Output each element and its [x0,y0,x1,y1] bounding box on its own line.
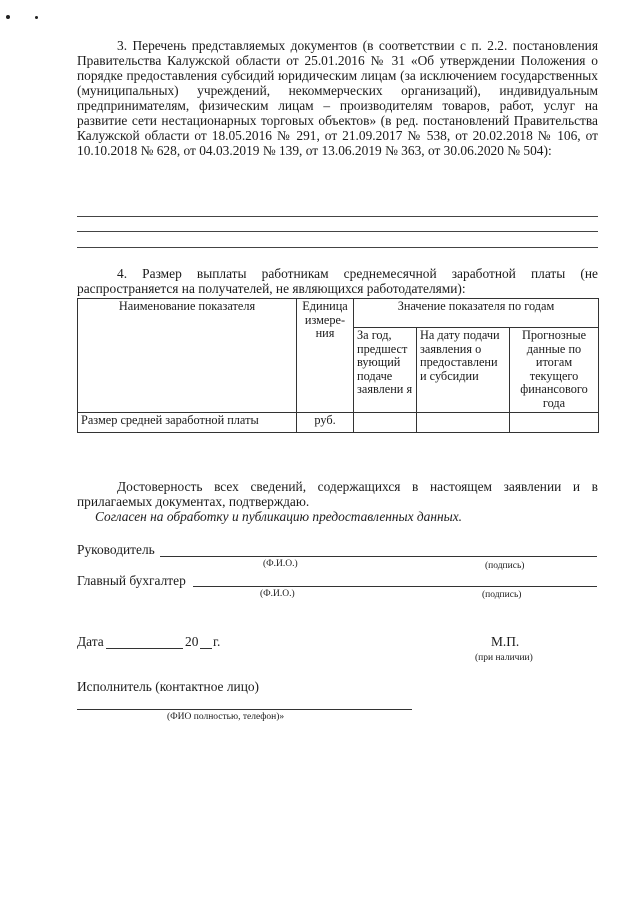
section-3-paragraph [77,38,598,158]
head-sign-caption: (подпись) [485,561,525,571]
date-day-line[interactable] [106,648,183,649]
salary-table [77,298,599,433]
row-salary-unit: руб. [297,413,354,433]
fill-line [77,247,598,248]
header-prev-year: За год, предшест вующий подаче заявлени я [354,328,417,413]
section-3-text: 3. Перечень представляемых документов (в соответствии с п. 2.2. постановления Правительства Калужской области от 25.01.2016 № 31 «Об утверждении Положения о порядке предоставления субсидий юридическим лицам (за исключением государственных (муниципальных) учреждений, некоммерческих организаций), индивидуальным предпринимателям, физическим лицам – производителям товаров, работ, услуг на развитие сети нестационарных торговых объектов» (в ред. постановлений Правительства Калужской области от 18.05.2016 № 291, от 21.09.2017 № 538, от 20.02.2018 № 106, от 10.10.2018 № 628, от 04.03.2019 № 139, от 13.06.2019 № 363, от 30.06.2020 № 504): [77,38,598,158]
date-label: Дата [77,634,104,649]
executor-line[interactable] [77,709,412,710]
executor-label: Исполнитель (контактное лицо) [77,679,260,694]
head-label: Руководитель [77,542,155,557]
accountant-label: Главный бухгалтер [77,573,186,588]
section-4-text: 4. Размер выплаты работникам среднемесячной заработной платы (не распространяется на получателей, не являющихся работодателями): [77,266,598,296]
section-4-paragraph [77,266,598,296]
fill-line [77,216,598,217]
scan-speck [35,16,38,19]
stamp-label: М.П. [491,634,520,649]
stamp-note: (при наличии) [475,653,533,663]
row-salary-label: Размер средней заработной платы [78,413,297,433]
fill-line [77,231,598,232]
scan-speck [6,15,10,19]
executor-caption: (ФИО полностью, телефон)» [167,712,285,722]
cell-forecast[interactable] [510,413,599,433]
date-year-suffix: г. [213,634,221,649]
consent-text: Согласен на обработку и публикацию предоставленных данных. [95,509,463,524]
date-year-prefix: 20 [185,634,199,649]
cell-application-date[interactable] [417,413,510,433]
date-year-line[interactable] [200,648,212,649]
header-application-date: На дату подачи заявления о предоставлени и субсидии [417,328,510,413]
confirmation-paragraph [77,479,598,524]
accountant-signature-line[interactable] [193,586,597,587]
header-values-by-year: Значение показателя по годам [354,299,599,328]
accountant-sign-caption: (подпись) [482,590,522,600]
confirmation-text: Достоверность всех сведений, содержащихся в настоящем заявлении и в прилагаемых документах, подтверждаю. [77,479,598,509]
head-fio-caption: (Ф.И.О.) [263,559,298,569]
header-forecast: Прогнозные данные по итогам текущего финансового года [510,328,599,413]
header-unit: Единица измере-ния [297,299,354,413]
cell-prev-year[interactable] [354,413,417,433]
header-indicator-name: Наименование показателя [78,299,297,413]
accountant-fio-caption: (Ф.И.О.) [260,589,295,599]
head-signature-line[interactable] [160,556,597,557]
